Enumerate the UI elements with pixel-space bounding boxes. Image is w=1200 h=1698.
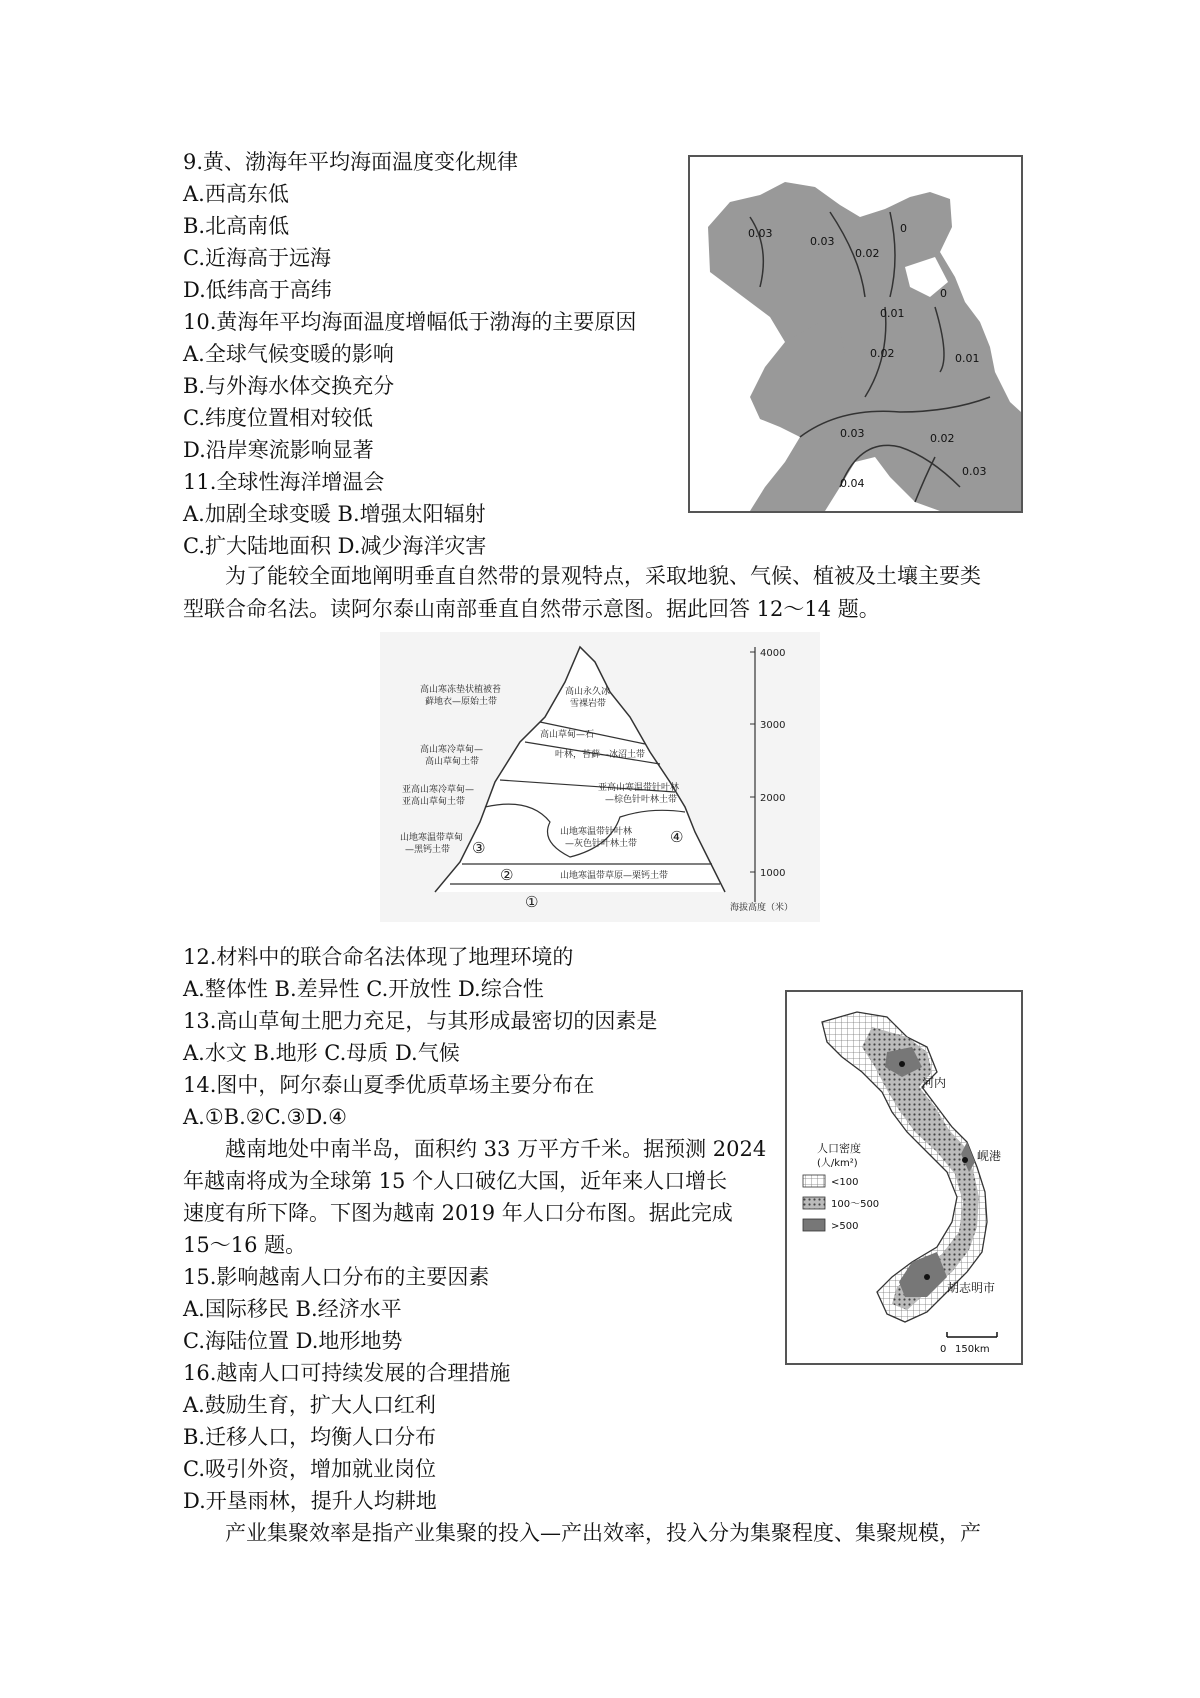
q10-option-c: C.纬度位置相对较低 (183, 406, 373, 430)
city-hcmc: 胡志明市 (947, 1281, 996, 1295)
intro-15-16-line4: 15～16 题。 (183, 1233, 307, 1257)
axis-label: 海拔高度（米） (730, 903, 794, 913)
zone-circle-3: ③ (472, 839, 486, 857)
legend-unit: (人/km²) (817, 1158, 858, 1169)
legend-item-high: >500 (831, 1221, 859, 1232)
sea-map-label-5: 0.01 (880, 307, 905, 320)
sea-map-label-9: 0.03 (840, 427, 865, 440)
zone-label-13: —灰色针叶林土带 (565, 839, 638, 849)
scale-label: 150km (955, 1344, 990, 1355)
altai-vertical-zone-diagram (380, 632, 820, 922)
legend-item-mid: 100～500 (831, 1199, 880, 1210)
axis-tick-4000: 4000 (760, 648, 786, 659)
zone-label-4: 高山草甸—石 (540, 730, 595, 740)
q11-options-row2: C.扩大陆地面积 D.减少海洋灾害 (183, 534, 487, 558)
mountain-svg (380, 632, 820, 922)
q16-stem: 16.越南人口可持续发展的合理措施 (183, 1361, 511, 1385)
zone-circle-2: ② (500, 866, 514, 884)
sea-map-label-1: 0.03 (748, 227, 773, 240)
intro-15-16-line2: 年越南将成为全球第 15 个人口破亿大国，近年来人口增长 (183, 1169, 728, 1193)
q15-options-row1: A.国际移民 B.经济水平 (183, 1297, 402, 1321)
intro-12-14-line1: 为了能较全面地阐明垂直自然带的景观特点，采取地貌、气候、植被及土壤主要类 (225, 564, 981, 588)
sea-map-label-6: 0.02 (870, 347, 895, 360)
vietnam-map-svg (787, 992, 1021, 1363)
q9-option-c: C.近海高于远海 (183, 246, 331, 270)
zone-label-12: 山地寒温带针叶林 (560, 827, 633, 837)
sea-map-label-4: 0 (900, 222, 907, 235)
legend-item-low: <100 (831, 1177, 859, 1188)
scale-zero: 0 (940, 1344, 947, 1355)
city-hanoi: 河内 (922, 1076, 947, 1090)
q11-options-row1: A.加剧全球变暖 B.增强太阳辐射 (183, 502, 486, 526)
sea-map-label-11: 0.02 (930, 432, 955, 445)
q13-options: A.水文 B.地形 C.母质 D.气候 (183, 1041, 460, 1065)
q10-stem: 10.黄海年平均海面温度增幅低于渤海的主要原因 (183, 310, 637, 334)
q14-stem: 14.图中，阿尔泰山夏季优质草场主要分布在 (183, 1073, 595, 1097)
legend-swatch-high (803, 1219, 825, 1231)
sea-map-label-8: 0.01 (955, 352, 980, 365)
sea-temperature-map (688, 155, 1023, 513)
q9-stem: 9.黄、渤海年平均海面温度变化规律 (183, 150, 519, 174)
legend-swatch-mid (803, 1197, 825, 1209)
zone-label-0: 高山永久冰 (565, 687, 611, 697)
axis-tick-1000: 1000 (760, 868, 786, 879)
legend-swatch-low (803, 1175, 825, 1187)
zone-label-11: —棕色针叶林土带 (605, 795, 678, 805)
q15-stem: 15.影响越南人口分布的主要因素 (183, 1265, 490, 1289)
sea-map-label-10: 0.04 (840, 477, 865, 490)
vietnam-population-map (785, 990, 1023, 1365)
q13-stem: 13.高山草甸土肥力充足，与其形成最密切的因素是 (183, 1009, 658, 1033)
city-danang: 岘港 (977, 1149, 1002, 1163)
q9-option-d: D.低纬高于高纬 (183, 278, 332, 302)
sea-map-label-12: 0.03 (962, 465, 987, 478)
zone-label-5: 叶林，苔藓—冰沼土带 (555, 750, 646, 760)
zone-label-10: 亚高山寒温带针叶林 (598, 783, 680, 793)
q9-option-a: A.西高东低 (183, 182, 289, 206)
zone-label-2: 高山寒冻垫状植被苔 (420, 685, 502, 695)
q12-options: A.整体性 B.差异性 C.开放性 D.综合性 (183, 977, 544, 1001)
q11-stem: 11.全球性海洋增温会 (183, 470, 385, 494)
q14-options: A.①B.②C.③D.④ (183, 1105, 348, 1129)
q16-option-c: C.吸引外资，增加就业岗位 (183, 1457, 436, 1481)
q10-option-b: B.与外海水体交换充分 (183, 374, 395, 398)
q10-option-a: A.全球气候变暖的影响 (183, 342, 394, 366)
intro-15-16-line3: 速度有所下降。下图为越南 2019 年人口分布图。据此完成 (183, 1201, 733, 1225)
zone-label-6: 高山寒冷草甸— (420, 745, 484, 755)
intro-15-16-line1: 越南地处中南半岛，面积约 33 万平方千米。据预测 2024 (225, 1137, 767, 1161)
zone-label-14: 山地寒温带草甸 (400, 833, 464, 843)
sea-map-label-2: 0.03 (810, 235, 835, 248)
zone-label-1: 雪裸岩带 (570, 699, 607, 709)
zone-circle-4: ④ (670, 828, 684, 846)
zone-label-15: —黑钙土带 (405, 845, 451, 855)
q12-stem: 12.材料中的联合命名法体现了地理环境的 (183, 945, 574, 969)
zone-label-7: 高山草甸土带 (425, 757, 480, 767)
zone-label-16: 山地寒温带草原—栗钙土带 (560, 871, 669, 881)
zone-label-3: 藓地衣—原始土带 (425, 697, 498, 707)
axis-tick-3000: 3000 (760, 720, 786, 731)
intro-next-line1: 产业集聚效率是指产业集聚的投入—产出效率，投入分为集聚程度、集聚规模，产 (225, 1521, 981, 1545)
sea-map-label-3: 0.02 (855, 247, 880, 260)
axis-tick-2000: 2000 (760, 793, 786, 804)
zone-circle-1: ① (525, 893, 539, 911)
q16-option-d: D.开垦雨林，提升人均耕地 (183, 1489, 437, 1513)
zone-label-9: 亚高山草甸土带 (402, 797, 466, 807)
sea-map-svg (690, 157, 1021, 511)
zone-label-8: 亚高山寒冷草甸— (402, 785, 475, 795)
q10-option-d: D.沿岸寒流影响显著 (183, 438, 374, 462)
q9-option-b: B.北高南低 (183, 214, 290, 238)
q16-option-b: B.迁移人口，均衡人口分布 (183, 1425, 437, 1449)
sea-map-label-7: 0 (940, 287, 947, 300)
q16-option-a: A.鼓励生育，扩大人口红利 (183, 1393, 436, 1417)
intro-12-14-line2: 型联合命名法。读阿尔泰山南部垂直自然带示意图。据此回答 12～14 题。 (183, 597, 880, 621)
legend-title: 人口密度 (817, 1142, 861, 1155)
q15-options-row2: C.海陆位置 D.地形地势 (183, 1329, 403, 1353)
